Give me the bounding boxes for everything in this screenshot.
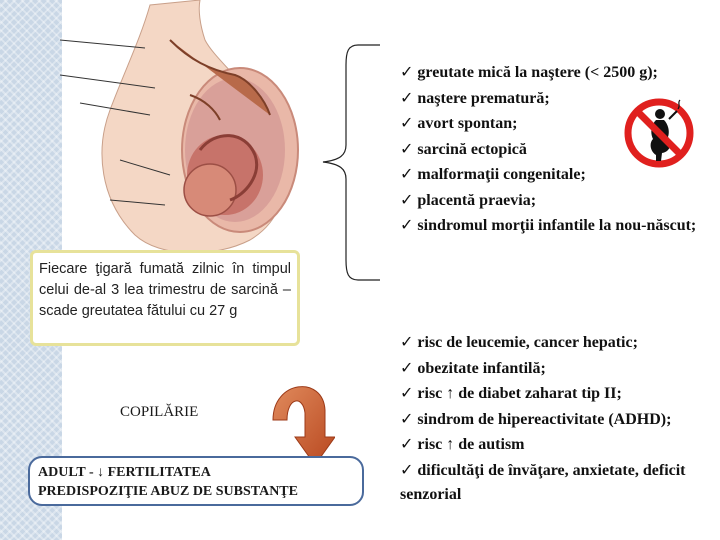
list-item: ✓ malformaţii congenitale; [400, 164, 586, 183]
check-icon: ✓ [400, 164, 414, 183]
caption-text: Fiecare ţigară fumată zilnic în timpul celui de-al 3 lea trimestru de sarcină – scade greutatea fătului cu 27 g [39, 261, 291, 319]
childhood-label: COPILĂRIE [120, 404, 199, 420]
check-icon: ✓ [400, 434, 414, 453]
check-icon: ✓ [400, 189, 414, 209]
list-item: ✓ risc de leucemie, cancer hepatic; [400, 332, 638, 351]
check-icon: ✓ [400, 332, 414, 351]
check-icon: ✓ [400, 113, 414, 132]
no-smoking-pregnant-icon [623, 97, 695, 169]
check-icon: ✓ [400, 383, 414, 402]
list-item: ✓ greutate mică la naştere (< 2500 g); [400, 62, 658, 81]
caption-box [30, 250, 300, 346]
list-item: ✓ dificultăţi de învăţare, anxietate, deficit senzorial [400, 459, 686, 503]
list-item: ✓ naştere prematură; [400, 87, 550, 107]
brace-icon [318, 40, 388, 285]
adult-line-2: PREDISPOZIŢIE ABUZ DE SUBSTANŢE [38, 484, 298, 499]
list-item: ✓ sindrom de hipereactivitate (ADHD); [400, 408, 672, 428]
later-effects-list [400, 330, 706, 508]
check-icon: ✓ [400, 357, 414, 377]
list-item: ✓ sarcină ectopică [400, 138, 527, 158]
list-item: ✓ placentă praevia; [400, 189, 537, 209]
check-icon: ✓ [400, 62, 414, 81]
list-item: ✓ sindromul morţii infantile la nou-născut; [400, 215, 697, 234]
check-icon: ✓ [400, 408, 414, 428]
check-icon: ✓ [400, 87, 414, 107]
list-item: ✓ obezitate infantilă; [400, 357, 546, 377]
check-icon: ✓ [400, 459, 414, 479]
adult-line-1: ADULT - ↓ FERTILITATEA [38, 465, 211, 480]
list-item: ✓ risc ↑ de autism [400, 434, 525, 453]
pregnancy-illustration [40, 0, 330, 260]
list-item: ✓ avort spontan; [400, 113, 518, 132]
check-icon: ✓ [400, 215, 414, 234]
check-icon: ✓ [400, 138, 414, 158]
list-item: ✓ risc ↑ de diabet zaharat tip II; [400, 383, 622, 402]
adult-effects-box [28, 456, 364, 506]
